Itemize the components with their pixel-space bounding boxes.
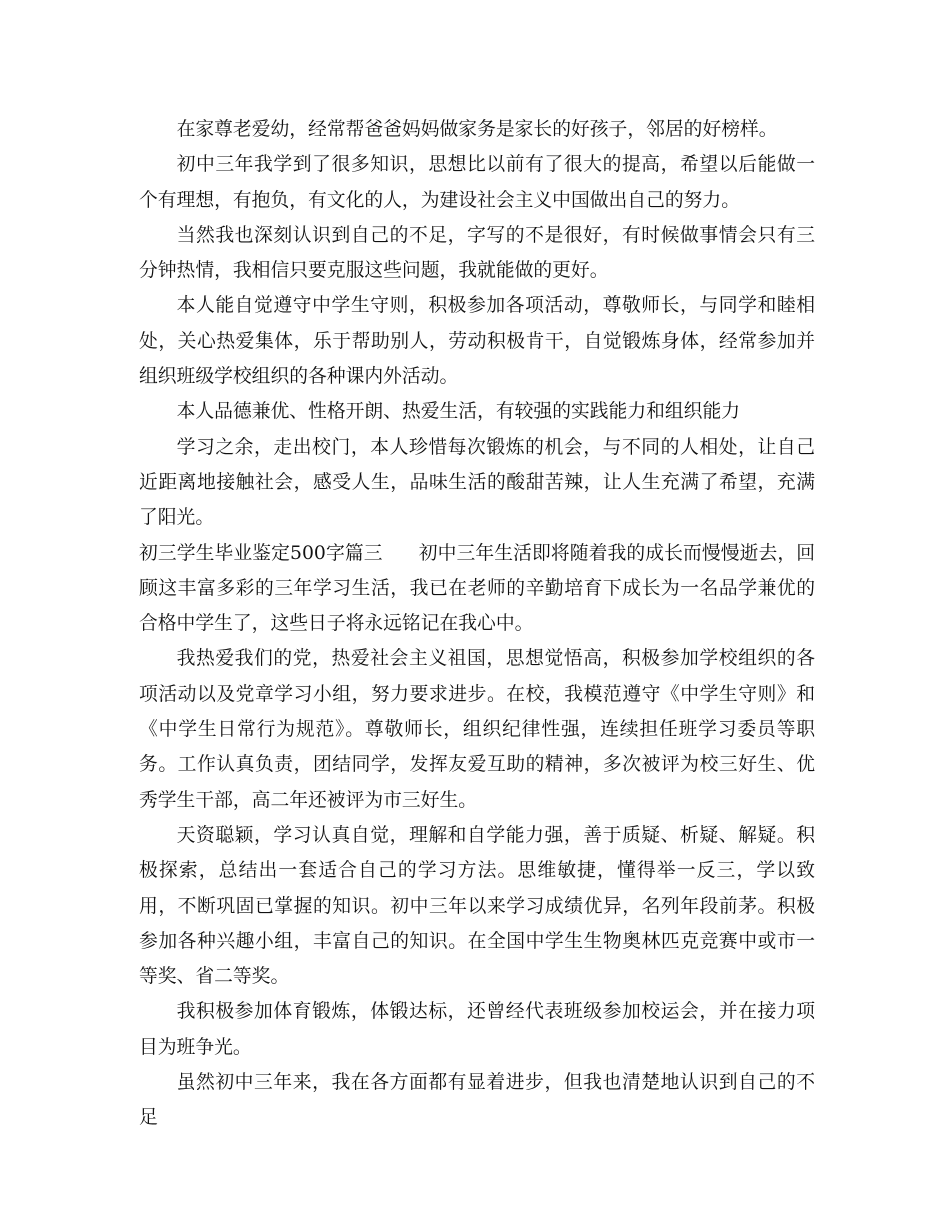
- paragraph: 本人能自觉遵守中学生守则，积极参加各项活动，尊敬师长，与同学和睦相处，关心热爱集体，乐于帮助别人，劳动积极肯干，自觉锻炼身体，经常参加并组织班级学校组织的各种课内外活动。: [139, 295, 815, 388]
- paragraph: 虽然初中三年来，我在各方面都有显着进步，但我也清楚地认识到自己的不足: [139, 1072, 815, 1129]
- section-paragraph: [139, 536, 815, 642]
- paragraph: 学习之余，走出校门，本人珍惜每次锻炼的机会，与不同的人相处，让自己近距离地接触社会，感受人生，品味生活的酸甜苦辣，让人生充满了希望，充满了阳光。: [139, 436, 815, 529]
- section-first-text: 初中三年生活即将随着我的成长而慢慢逝去，回顾这丰富多彩的三年学习生活，我已在老师的辛勤培育下成长为一名品学兼优的合格中学生了，这些日子将永远铭记在我心中。: [139, 542, 815, 635]
- paragraph: 在家尊老爱幼，经常帮爸爸妈妈做家务是家长的好孩子，邻居的好榜样。: [176, 119, 778, 140]
- document-body: [139, 112, 815, 1136]
- paragraph: 我热爱我们的党，热爱社会主义祖国，思想觉悟高，积极参加学校组织的各项活动以及党章学习小组，努力要求进步。在校，我模范遵守《中学生守则》和《中学生日常行为规范》。尊敬师长，组织纪律性强，连续担任班学习委员等职务。工作认真负责，团结同学，发挥友爱互助的精神，多次被评为校三好生、优秀学生干部，高二年还被评为市三好生。: [139, 648, 815, 811]
- paragraph: 天资聪颖，学习认真自觉，理解和自学能力强，善于质疑、析疑、解疑。积极探索，总结出一套适合自己的学习方法。思维敏捷，懂得举一反三，学以致用，不断巩固已掌握的知识。初中三年以来学习成绩优异，名列年段前茅。积极参加各种兴趣小组，丰富自己的知识。在全国中学生生物奥林匹克竞赛中或市一等奖、省二等奖。: [139, 824, 815, 988]
- paragraph: 当然我也深刻认识到自己的不足，字写的不是很好，有时候做事情会只有三分钟热情，我相信只要克服这些问题，我就能做的更好。: [139, 224, 815, 282]
- paragraph: 本人品德兼优、性格开朗、热爱生活，有较强的实践能力和组织能力: [176, 401, 741, 423]
- paragraph: 初中三年我学到了很多知识，思想比以前有了很大的提高，希望以后能做一个有理想，有抱负，有文化的人，为建设社会主义中国做出自己的努力。: [139, 154, 815, 211]
- section-heading: 初三学生毕业鉴定500字篇三: [139, 542, 383, 564]
- paragraph: 我积极参加体育锻炼，体锻达标，还曾经代表班级参加校运会，并在接力项目为班争光。: [139, 1001, 815, 1058]
